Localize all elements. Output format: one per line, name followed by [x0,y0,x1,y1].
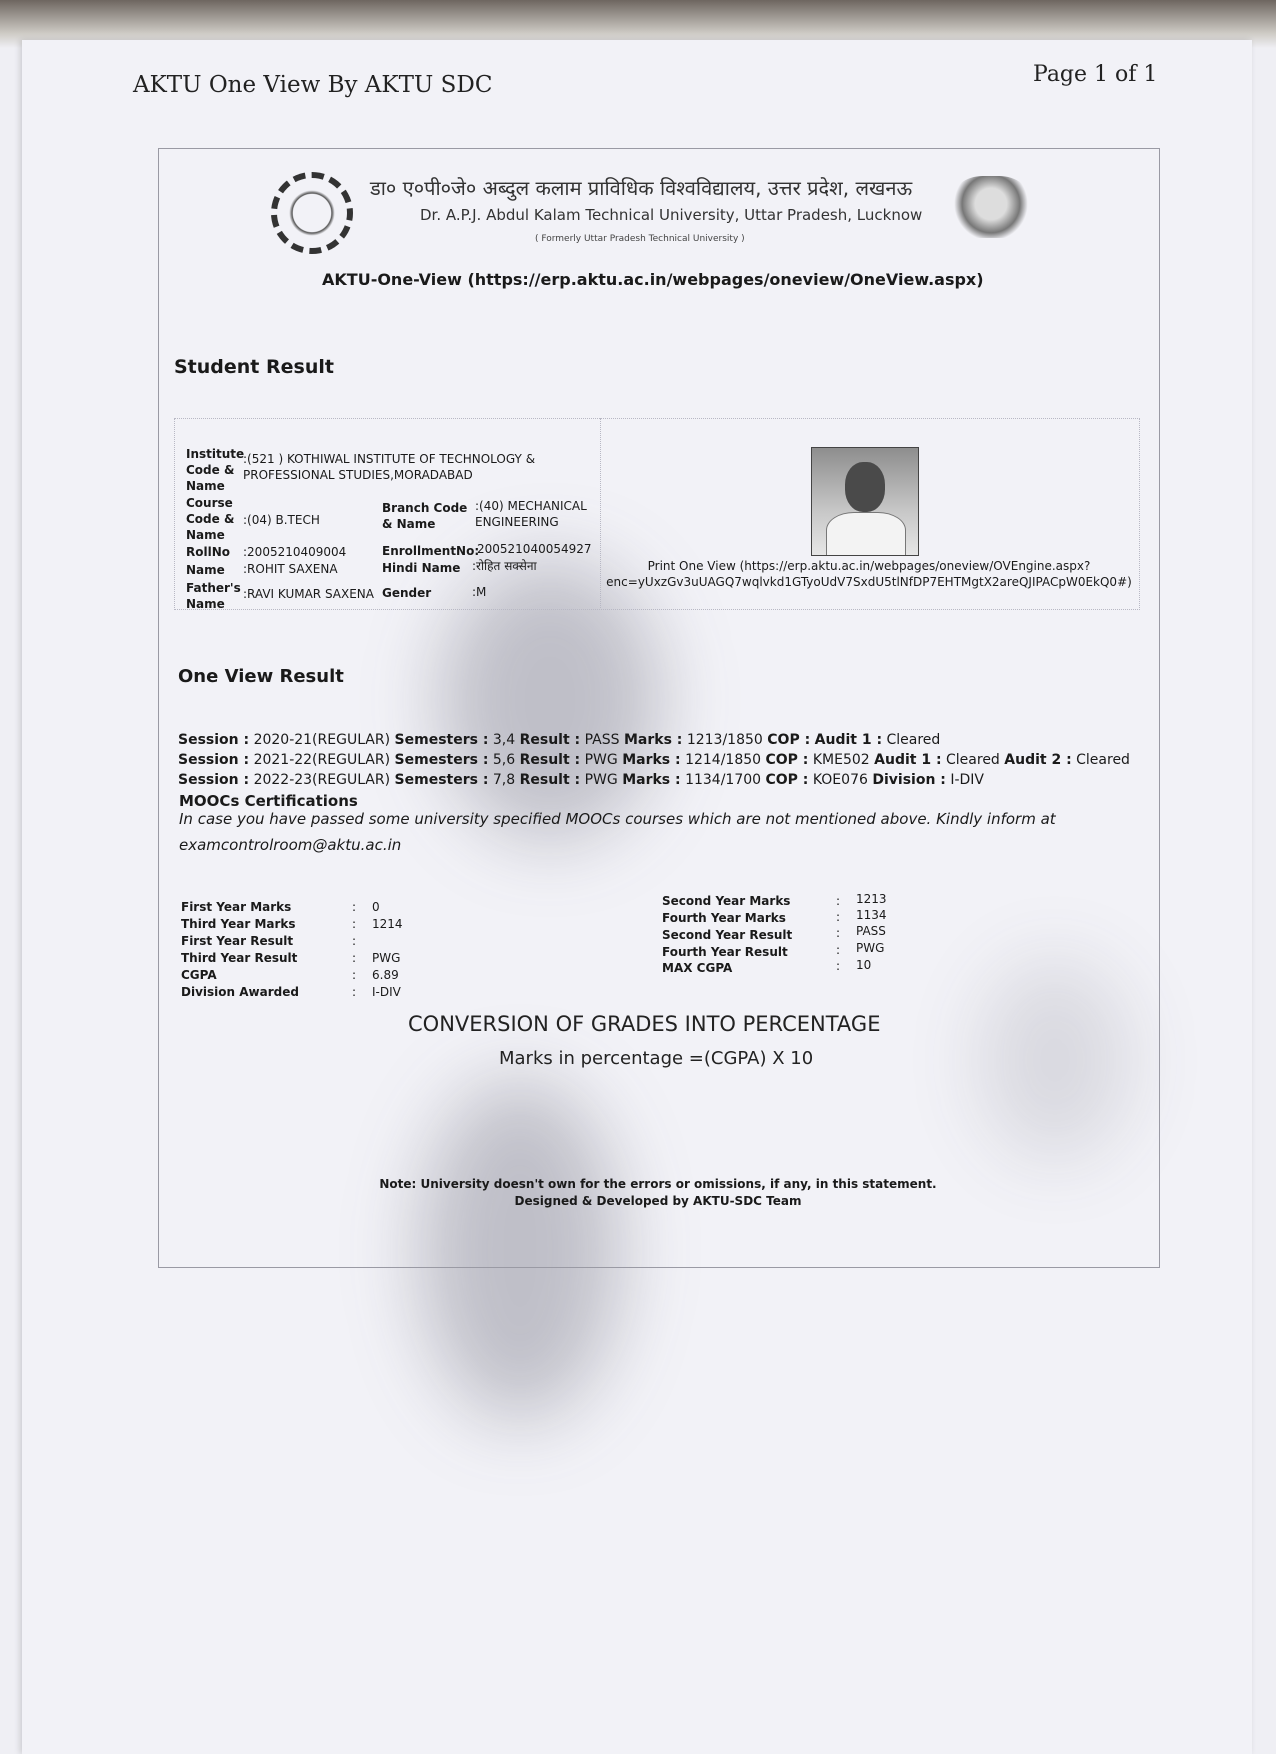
audit2-key: Audit 2 : [1004,752,1072,768]
audit1-value: Cleared [946,752,1000,768]
session-key: Session : [178,732,250,748]
marks-value: 1214/1850 [685,752,762,768]
summary-colon: : [352,917,357,931]
gender-label: Gender [382,586,432,600]
division-value: I-DIV [950,772,985,788]
audit2-value: Cleared [1076,752,1130,768]
cgpa-label: CGPA [181,968,217,982]
audit1-value: Cleared [886,732,941,748]
father-name-label: Father's Name [186,581,241,611]
cop-value: KOE076 [812,772,868,788]
conversion-formula: Marks in percentage =(CGPA) X 10 [499,1048,814,1069]
university-name-english: Dr. A.P.J. Abdul Kalam Technical University, Uttar Pradesh, Lucknow [420,206,923,224]
semesters-key: Semesters : [394,772,489,788]
session-value: 2020-21(REGULAR) [253,732,391,748]
division-awarded-value: I-DIV [372,985,401,999]
roll-value: :2005210409004 [243,545,347,559]
fourth-year-result-label: Fourth Year Result [662,945,788,959]
father-name-value: :RAVI KUMAR SAXENA [243,587,374,601]
marks-value: 1134/1700 [685,772,762,788]
summary-colon: : [352,951,357,965]
second-year-marks-label: Second Year Marks [662,894,791,908]
roll-label: RollNo [186,545,230,559]
third-year-result-label: Third Year Result [181,951,298,965]
second-year-marks-value: 1213 [856,892,887,906]
marks-key: Marks : [622,752,681,768]
institute-value: :(521 ) KOTHIWAL INSTITUTE OF TECHNOLOGY & PROFESSIONAL STUDIES,MORADABAD [243,452,536,482]
fourth-year-marks-value: 1134 [856,908,887,922]
summary-colon: : [352,934,357,948]
designed-by-text: Designed & Developed by AKTU-SDC Team [514,1194,802,1208]
gender-value: :M [472,585,487,599]
enrollment-value: 200521040054927 [477,542,592,556]
student-photo [811,447,919,556]
second-year-result-value: PASS [856,924,886,938]
summary-colon: : [836,943,841,957]
audit1-key: Audit 1 : [814,732,883,748]
session-row-2 [178,752,1130,768]
cop-key: COP : [765,772,809,788]
audit1-key: Audit 1 : [874,752,942,768]
name-label: Name [186,563,225,577]
page-number: Page 1 of 1 [1033,62,1158,87]
name-value: :ROHIT SAXENA [243,562,338,576]
photo-head [845,462,885,512]
print-one-view-link[interactable]: Print One View (https://erp.aktu.ac.in/webpages/oneview/OVEngine.aspx?enc=yUxzGv3uUAGQ7wqlvkd1GTyoUdV7SxdU5tlNfDP7EHTMgtX2areQJIPACpW0EkQ0#) [606,559,1132,589]
summary-colon: : [352,985,357,999]
university-former-name: ( Formerly Uttar Pradesh Technical University ) [535,234,745,244]
division-awarded-label: Division Awarded [181,985,299,999]
enrollment-label: EnrollmentNo: [382,544,480,558]
max-cgpa-label: MAX CGPA [662,961,733,975]
semesters-value: 5,6 [492,752,516,768]
cop-value: KME502 [812,752,870,768]
kalam-portrait-icon [951,176,1031,238]
summary-colon: : [836,910,841,924]
result-value: PWG [584,772,618,788]
one-view-result-heading: One View Result [178,666,344,687]
session-value: 2022-23(REGULAR) [253,772,391,788]
semesters-value: 7,8 [492,772,516,788]
hindi-name-label: Hindi Name [382,561,461,575]
result-key: Result : [519,772,581,788]
disclaimer-text: Note: University doesn't own for the errors or omissions, if any, in this statement. [379,1177,937,1191]
result-key: Result : [519,732,581,748]
cop-key: COP : [767,732,811,748]
summary-colon: : [836,926,841,940]
first-year-marks-label: First Year Marks [181,900,292,914]
course-label: Course Code & Name [186,496,235,542]
result-key: Result : [519,752,581,768]
first-year-result-label: First Year Result [181,934,294,948]
session-key: Session : [178,772,250,788]
moocs-note: In case you have passed some university specified MOOCs courses which are not mentioned above. Kindly inform at examcontrolroom@aktu.ac.in [179,810,1056,854]
photo-torso [826,512,906,556]
student-result-heading: Student Result [174,356,334,378]
hindi-name-value: :रोहित सक्सेना [472,559,537,573]
summary-colon: : [352,968,357,982]
semesters-value: 3,4 [492,732,516,748]
branch-value: :(40) MECHANICAL ENGINEERING [475,499,587,529]
third-year-marks-value: 1214 [372,917,403,931]
course-value: :(04) B.TECH [243,513,320,527]
session-row-1 [178,732,940,748]
third-year-result-value: PWG [372,951,401,965]
semesters-key: Semesters : [394,732,489,748]
moocs-heading: MOOCs Certifications [179,792,358,810]
cgpa-value: 6.89 [372,968,399,982]
third-year-marks-label: Third Year Marks [181,917,296,931]
semesters-key: Semesters : [394,752,489,768]
session-row-3 [178,772,984,788]
summary-colon: : [352,900,357,914]
marks-value: 1213/1850 [686,732,763,748]
max-cgpa-value: 10 [856,958,872,972]
division-key: Division : [872,772,946,788]
session-key: Session : [178,752,250,768]
cop-key: COP : [765,752,809,768]
branch-label: Branch Code & Name [382,501,468,531]
page-header-title: AKTU One View By AKTU SDC [133,72,493,98]
summary-colon: : [836,959,841,973]
second-year-result-label: Second Year Result [662,928,793,942]
fourth-year-marks-label: Fourth Year Marks [662,911,786,925]
fourth-year-result-value: PWG [856,941,885,955]
result-value: PWG [584,752,618,768]
oneview-url: AKTU-One-View (https://erp.aktu.ac.in/webpages/oneview/OneView.aspx) [322,270,984,289]
footer-note [158,1176,1158,1210]
marks-key: Marks : [622,772,681,788]
marks-key: Marks : [623,732,683,748]
conversion-title: CONVERSION OF GRADES INTO PERCENTAGE [408,1012,881,1036]
result-value: PASS [584,732,620,748]
session-value: 2021-22(REGULAR) [253,752,391,768]
first-year-marks-value: 0 [372,900,380,914]
institute-label: Institute Code & Name [186,447,245,493]
summary-colon: : [836,894,841,908]
statement-frame [158,148,1160,1268]
university-name-hindi: डा० ए०पी०जे० अब्दुल कलाम प्राविधिक विश्वविद्यालय, उत्तर प्रदेश, लखनऊ [370,176,913,200]
university-emblem-icon [271,172,353,254]
